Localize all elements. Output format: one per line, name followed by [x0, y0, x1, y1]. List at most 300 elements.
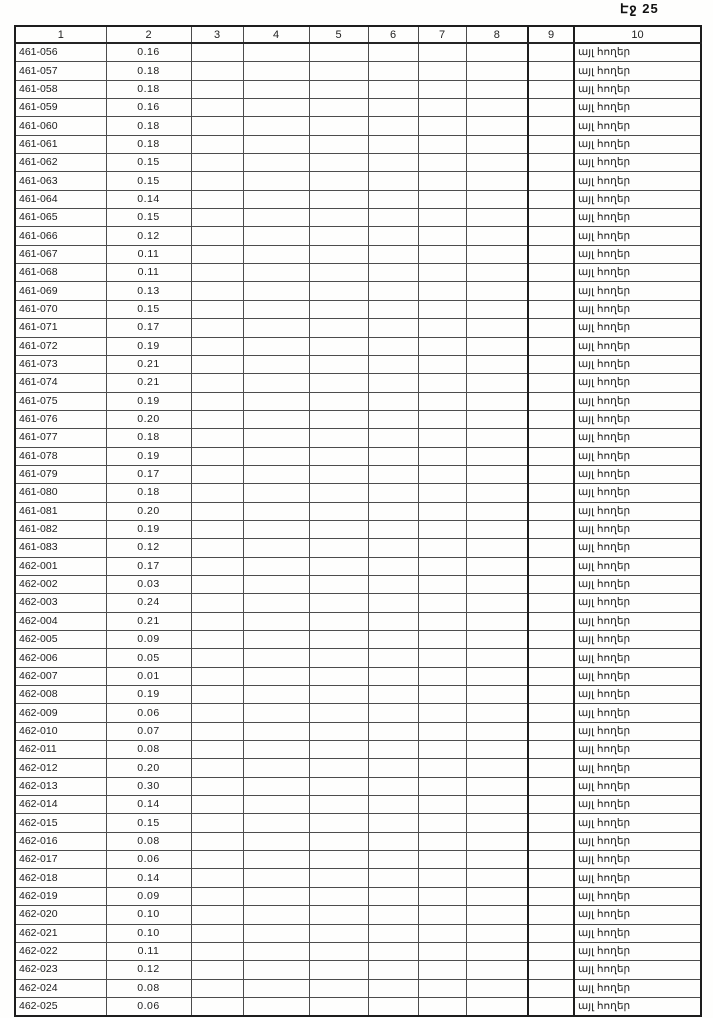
empty-cell [418, 667, 466, 685]
header-row [15, 26, 701, 43]
empty-cell [528, 337, 574, 355]
table-row [15, 759, 701, 777]
empty-cell [191, 796, 243, 814]
parcel-id-cell: 462-008 [15, 686, 106, 704]
table-body [15, 43, 701, 1016]
table-row [15, 575, 701, 593]
table-row [15, 190, 701, 208]
table-row [15, 612, 701, 630]
empty-cell [528, 392, 574, 410]
empty-cell [466, 410, 528, 428]
empty-cell [243, 906, 309, 924]
empty-cell [418, 575, 466, 593]
value-cell: 0.18 [106, 135, 191, 153]
parcel-id-cell: 461-062 [15, 154, 106, 172]
empty-cell [418, 961, 466, 979]
value-cell: 0.03 [106, 575, 191, 593]
empty-cell [368, 190, 418, 208]
empty-cell [418, 410, 466, 428]
parcel-id-cell: 461-080 [15, 484, 106, 502]
empty-cell [466, 172, 528, 190]
parcel-id-cell: 461-056 [15, 43, 106, 62]
empty-cell [466, 979, 528, 997]
empty-cell [418, 777, 466, 795]
value-cell: 0.18 [106, 62, 191, 80]
table-row [15, 245, 701, 263]
empty-cell [528, 539, 574, 557]
empty-cell [191, 520, 243, 538]
empty-cell [466, 447, 528, 465]
empty-cell [191, 997, 243, 1016]
empty-cell [466, 392, 528, 410]
parcel-id-cell: 461-073 [15, 355, 106, 373]
value-cell: 0.15 [106, 300, 191, 318]
empty-cell [309, 429, 368, 447]
empty-cell [528, 465, 574, 483]
parcel-id-cell: 462-006 [15, 649, 106, 667]
empty-cell [418, 209, 466, 227]
column-header-5: 5 [309, 26, 368, 43]
empty-cell [528, 447, 574, 465]
value-cell: 0.11 [106, 942, 191, 960]
empty-cell [243, 154, 309, 172]
empty-cell [191, 906, 243, 924]
empty-cell [243, 264, 309, 282]
table-row [15, 410, 701, 428]
empty-cell [368, 264, 418, 282]
empty-cell [191, 814, 243, 832]
table-row [15, 337, 701, 355]
table-row [15, 80, 701, 98]
empty-cell [466, 887, 528, 905]
empty-cell [466, 942, 528, 960]
empty-cell [191, 667, 243, 685]
empty-cell [528, 502, 574, 520]
empty-cell [528, 979, 574, 997]
empty-cell [368, 392, 418, 410]
empty-cell [191, 62, 243, 80]
empty-cell [528, 410, 574, 428]
empty-cell [191, 869, 243, 887]
value-cell: 0.09 [106, 887, 191, 905]
empty-cell [418, 594, 466, 612]
empty-cell [528, 686, 574, 704]
empty-cell [528, 172, 574, 190]
empty-cell [368, 539, 418, 557]
land-type-cell: այլ հողեր [574, 447, 701, 465]
table-row [15, 722, 701, 740]
empty-cell [309, 520, 368, 538]
empty-cell [368, 759, 418, 777]
empty-cell [368, 851, 418, 869]
empty-cell [243, 814, 309, 832]
empty-cell [243, 997, 309, 1016]
land-type-cell: այլ հողեր [574, 997, 701, 1016]
empty-cell [243, 594, 309, 612]
land-type-cell: այլ հողեր [574, 979, 701, 997]
empty-cell [368, 961, 418, 979]
empty-cell [466, 245, 528, 263]
empty-cell [466, 851, 528, 869]
empty-cell [191, 355, 243, 373]
empty-cell [418, 319, 466, 337]
value-cell: 0.01 [106, 667, 191, 685]
empty-cell [528, 154, 574, 172]
value-cell: 0.16 [106, 99, 191, 117]
empty-cell [191, 722, 243, 740]
empty-cell [309, 557, 368, 575]
parcel-id-cell: 462-009 [15, 704, 106, 722]
empty-cell [528, 227, 574, 245]
value-cell: 0.14 [106, 796, 191, 814]
empty-cell [309, 942, 368, 960]
land-type-cell: այլ հողեր [574, 282, 701, 300]
empty-cell [191, 117, 243, 135]
parcel-id-cell: 462-012 [15, 759, 106, 777]
value-cell: 0.12 [106, 539, 191, 557]
land-type-cell: այլ հողեր [574, 667, 701, 685]
empty-cell [368, 355, 418, 373]
empty-cell [243, 135, 309, 153]
empty-cell [309, 264, 368, 282]
empty-cell [418, 612, 466, 630]
column-header-4: 4 [243, 26, 309, 43]
empty-cell [466, 612, 528, 630]
empty-cell [418, 997, 466, 1016]
empty-cell [243, 374, 309, 392]
empty-cell [243, 704, 309, 722]
empty-cell [418, 190, 466, 208]
column-header-2: 2 [106, 26, 191, 43]
land-type-cell: այլ հողեր [574, 465, 701, 483]
table-row [15, 520, 701, 538]
table-row [15, 851, 701, 869]
empty-cell [243, 337, 309, 355]
empty-cell [466, 759, 528, 777]
table-row [15, 429, 701, 447]
empty-cell [528, 887, 574, 905]
empty-cell [368, 209, 418, 227]
land-type-cell: այլ հողեր [574, 80, 701, 98]
empty-cell [418, 337, 466, 355]
empty-cell [309, 741, 368, 759]
empty-cell [466, 117, 528, 135]
land-type-cell: այլ հողեր [574, 594, 701, 612]
empty-cell [368, 557, 418, 575]
table-row [15, 686, 701, 704]
empty-cell [528, 117, 574, 135]
empty-cell [466, 686, 528, 704]
parcel-id-cell: 461-066 [15, 227, 106, 245]
empty-cell [243, 392, 309, 410]
empty-cell [466, 796, 528, 814]
empty-cell [528, 520, 574, 538]
empty-cell [466, 906, 528, 924]
empty-cell [528, 43, 574, 62]
empty-cell [418, 520, 466, 538]
land-type-cell: այլ հողեր [574, 190, 701, 208]
empty-cell [309, 374, 368, 392]
empty-cell [368, 300, 418, 318]
land-type-cell: այլ հողեր [574, 429, 701, 447]
empty-cell [368, 99, 418, 117]
table-row [15, 374, 701, 392]
empty-cell [368, 869, 418, 887]
empty-cell [191, 594, 243, 612]
empty-cell [243, 539, 309, 557]
empty-cell [191, 99, 243, 117]
empty-cell [368, 374, 418, 392]
empty-cell [191, 961, 243, 979]
empty-cell [528, 667, 574, 685]
table-row [15, 924, 701, 942]
empty-cell [418, 172, 466, 190]
empty-cell [528, 135, 574, 153]
land-type-cell: այլ հողեր [574, 300, 701, 318]
empty-cell [368, 997, 418, 1016]
land-type-cell: այլ հողեր [574, 520, 701, 538]
empty-cell [466, 741, 528, 759]
empty-cell [466, 667, 528, 685]
empty-cell [418, 154, 466, 172]
empty-cell [418, 979, 466, 997]
empty-cell [368, 649, 418, 667]
land-type-cell: այլ հողեր [574, 704, 701, 722]
parcel-id-cell: 461-065 [15, 209, 106, 227]
empty-cell [191, 759, 243, 777]
empty-cell [466, 832, 528, 850]
empty-cell [243, 961, 309, 979]
value-cell: 0.10 [106, 906, 191, 924]
column-header-3: 3 [191, 26, 243, 43]
empty-cell [309, 447, 368, 465]
empty-cell [466, 869, 528, 887]
empty-cell [243, 410, 309, 428]
empty-cell [368, 135, 418, 153]
empty-cell [368, 319, 418, 337]
parcel-id-cell: 462-023 [15, 961, 106, 979]
empty-cell [418, 227, 466, 245]
empty-cell [466, 649, 528, 667]
value-cell: 0.15 [106, 814, 191, 832]
empty-cell [368, 117, 418, 135]
land-type-cell: այլ հողեր [574, 62, 701, 80]
empty-cell [309, 832, 368, 850]
empty-cell [466, 484, 528, 502]
empty-cell [191, 465, 243, 483]
empty-cell [528, 557, 574, 575]
parcel-id-cell: 462-005 [15, 631, 106, 649]
empty-cell [309, 612, 368, 630]
empty-cell [528, 649, 574, 667]
empty-cell [309, 319, 368, 337]
value-cell: 0.12 [106, 961, 191, 979]
empty-cell [191, 190, 243, 208]
empty-cell [309, 906, 368, 924]
empty-cell [191, 631, 243, 649]
parcel-id-cell: 462-019 [15, 887, 106, 905]
parcel-id-cell: 461-076 [15, 410, 106, 428]
empty-cell [243, 227, 309, 245]
empty-cell [243, 722, 309, 740]
empty-cell [191, 686, 243, 704]
empty-cell [309, 777, 368, 795]
empty-cell [243, 832, 309, 850]
parcel-id-cell: 462-003 [15, 594, 106, 612]
empty-cell [466, 135, 528, 153]
empty-cell [243, 686, 309, 704]
empty-cell [191, 282, 243, 300]
empty-cell [191, 539, 243, 557]
empty-cell [243, 43, 309, 62]
empty-cell [528, 190, 574, 208]
empty-cell [528, 704, 574, 722]
value-cell: 0.18 [106, 80, 191, 98]
empty-cell [309, 117, 368, 135]
empty-cell [528, 484, 574, 502]
land-type-cell: այլ հողեր [574, 319, 701, 337]
land-type-cell: այլ հողեր [574, 851, 701, 869]
empty-cell [528, 722, 574, 740]
empty-cell [466, 631, 528, 649]
empty-cell [528, 80, 574, 98]
empty-cell [243, 319, 309, 337]
empty-cell [466, 99, 528, 117]
empty-cell [466, 355, 528, 373]
value-cell: 0.19 [106, 447, 191, 465]
empty-cell [368, 612, 418, 630]
empty-cell [528, 796, 574, 814]
land-type-cell: այլ հողեր [574, 575, 701, 593]
empty-cell [418, 942, 466, 960]
table-row [15, 62, 701, 80]
land-type-cell: այլ հողեր [574, 502, 701, 520]
empty-cell [243, 777, 309, 795]
empty-cell [418, 722, 466, 740]
empty-cell [466, 227, 528, 245]
value-cell: 0.17 [106, 557, 191, 575]
table-row [15, 704, 701, 722]
parcel-id-cell: 462-013 [15, 777, 106, 795]
value-cell: 0.15 [106, 209, 191, 227]
empty-cell [368, 979, 418, 997]
empty-cell [368, 575, 418, 593]
land-type-cell: այլ հողեր [574, 832, 701, 850]
land-register-table [14, 25, 702, 1017]
table-row [15, 465, 701, 483]
value-cell: 0.08 [106, 979, 191, 997]
empty-cell [418, 355, 466, 373]
parcel-id-cell: 461-074 [15, 374, 106, 392]
empty-cell [309, 979, 368, 997]
empty-cell [243, 172, 309, 190]
empty-cell [191, 832, 243, 850]
empty-cell [191, 319, 243, 337]
empty-cell [309, 245, 368, 263]
empty-cell [243, 741, 309, 759]
empty-cell [528, 814, 574, 832]
empty-cell [191, 575, 243, 593]
empty-cell [418, 465, 466, 483]
empty-cell [243, 502, 309, 520]
empty-cell [528, 209, 574, 227]
parcel-id-cell: 461-075 [15, 392, 106, 410]
empty-cell [466, 209, 528, 227]
table-row [15, 557, 701, 575]
value-cell: 0.30 [106, 777, 191, 795]
empty-cell [466, 961, 528, 979]
empty-cell [191, 392, 243, 410]
empty-cell [243, 62, 309, 80]
empty-cell [466, 264, 528, 282]
empty-cell [466, 282, 528, 300]
table-header [15, 26, 701, 43]
empty-cell [191, 777, 243, 795]
land-type-cell: այլ հողեր [574, 887, 701, 905]
parcel-id-cell: 461-077 [15, 429, 106, 447]
empty-cell [368, 447, 418, 465]
parcel-id-cell: 462-022 [15, 942, 106, 960]
empty-cell [418, 704, 466, 722]
empty-cell [191, 172, 243, 190]
empty-cell [368, 686, 418, 704]
empty-cell [309, 282, 368, 300]
parcel-id-cell: 461-079 [15, 465, 106, 483]
parcel-id-cell: 461-070 [15, 300, 106, 318]
empty-cell [466, 429, 528, 447]
empty-cell [368, 502, 418, 520]
empty-cell [368, 814, 418, 832]
empty-cell [528, 319, 574, 337]
empty-cell [528, 906, 574, 924]
value-cell: 0.11 [106, 264, 191, 282]
empty-cell [368, 777, 418, 795]
empty-cell [418, 557, 466, 575]
empty-cell [243, 869, 309, 887]
parcel-id-cell: 461-064 [15, 190, 106, 208]
value-cell: 0.08 [106, 741, 191, 759]
empty-cell [243, 520, 309, 538]
empty-cell [466, 374, 528, 392]
empty-cell [418, 264, 466, 282]
empty-cell [368, 704, 418, 722]
value-cell: 0.21 [106, 374, 191, 392]
empty-cell [191, 942, 243, 960]
empty-cell [528, 924, 574, 942]
empty-cell [309, 796, 368, 814]
parcel-id-cell: 461-063 [15, 172, 106, 190]
value-cell: 0.18 [106, 429, 191, 447]
parcel-id-cell: 462-021 [15, 924, 106, 942]
empty-cell [466, 520, 528, 538]
table-row [15, 99, 701, 117]
empty-cell [309, 667, 368, 685]
value-cell: 0.15 [106, 154, 191, 172]
land-type-cell: այլ հողեր [574, 484, 701, 502]
empty-cell [368, 741, 418, 759]
value-cell: 0.11 [106, 245, 191, 263]
table-row [15, 942, 701, 960]
table-row [15, 319, 701, 337]
empty-cell [191, 447, 243, 465]
table-row [15, 355, 701, 373]
empty-cell [243, 355, 309, 373]
empty-cell [191, 154, 243, 172]
empty-cell [191, 704, 243, 722]
empty-cell [191, 741, 243, 759]
empty-cell [528, 777, 574, 795]
empty-cell [466, 704, 528, 722]
